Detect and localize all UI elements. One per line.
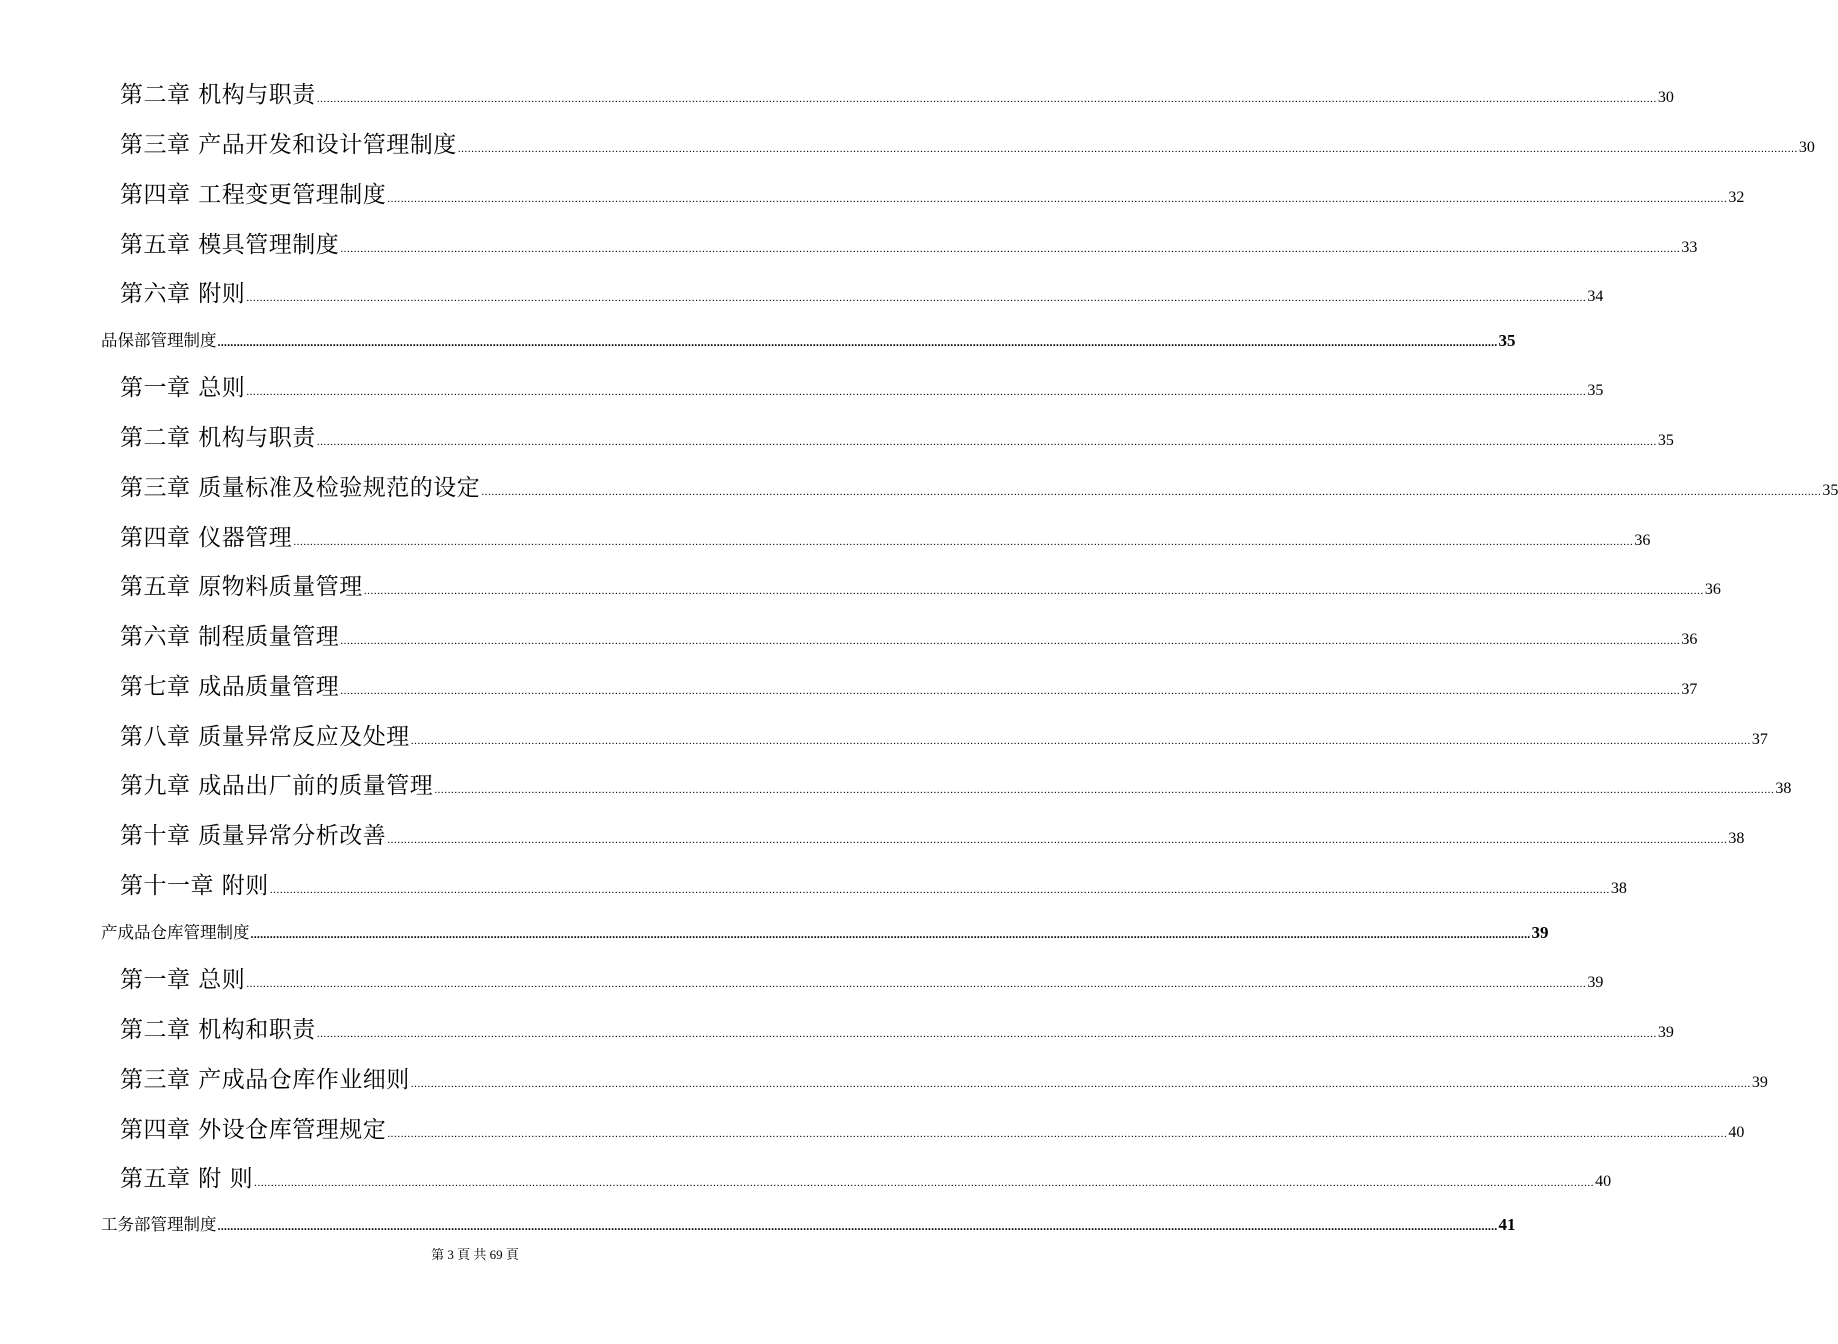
toc-entry[interactable] [120, 519, 1651, 569]
toc-entry-title: 第五章 附 则 [120, 1166, 254, 1192]
dot-leader: ................................................................................................................................................................................................................................................................................................................................................................................................................ [316, 93, 1657, 105]
dot-leader: ................................................................................................................................................................................................................................................................................................................................................................................................................ [410, 735, 1751, 747]
toc-section-title: 品保部管理制度 [101, 331, 217, 350]
toc-section-entry[interactable] [101, 327, 1516, 371]
toc-entry[interactable] [120, 1011, 1674, 1061]
dot-leader: ................................................................................................................................................................................................................................................................................................................................................................................................................ [293, 536, 1634, 548]
dot-leader: ................................................................................................................................................................................................................................................................................................................................................................................................................ [340, 685, 1681, 697]
dot-leader: ................................................................................................................................................................................................................................................................................................................................................................................................................ [387, 193, 1728, 205]
toc-page-number: 38 [1610, 880, 1627, 897]
toc-entry-title: 第三章 质量标准及检验规范的设定 [120, 475, 481, 501]
dot-leader: ................................................................................................................................................................................................................................................................................................................................................................................................................ [410, 1078, 1751, 1090]
dot-leader: ................................................................................................................................................................................................................................................................................................................................................................................................................ [387, 1128, 1728, 1140]
toc-entry[interactable] [120, 369, 1604, 419]
toc-entry[interactable] [120, 618, 1698, 668]
toc-entry-title: 第四章 外设仓库管理规定 [120, 1117, 387, 1143]
toc-page-number: 33 [1681, 239, 1698, 256]
toc-page-number: 34 [1587, 288, 1604, 305]
toc-entry[interactable] [120, 419, 1674, 469]
toc-page-number: 35 [1657, 432, 1674, 449]
toc-page-number: 38 [1775, 780, 1792, 797]
toc-entry-title: 第四章 工程变更管理制度 [120, 182, 387, 208]
toc-entry-title: 第十章 质量异常分析改善 [120, 823, 387, 849]
toc-entry-title: 第六章 制程质量管理 [120, 624, 340, 650]
toc-entry-title: 第五章 原物料质量管理 [120, 574, 363, 600]
dot-leader: ................................................................................................................................................................................................................................................................................................................................................................................................................ [363, 585, 1704, 597]
toc-entry-title: 第三章 产成品仓库作业细则 [120, 1067, 410, 1093]
toc-entry[interactable] [120, 275, 1604, 325]
toc-page-number: 35 [1587, 382, 1604, 399]
toc-entry-title: 第八章 质量异常反应及处理 [120, 724, 410, 750]
toc-page-number: 38 [1728, 830, 1745, 847]
toc-page-number: 37 [1751, 731, 1768, 748]
toc-entry-title: 第二章 机构和职责 [120, 1017, 316, 1043]
toc-entry[interactable] [120, 469, 1838, 519]
toc-page-number: 40 [1595, 1173, 1612, 1190]
dot-leader: ................................................................................................................................................................................................................................................................................................................................................................................................................ [481, 486, 1822, 498]
toc-entry[interactable] [120, 718, 1768, 768]
toc-section-entry[interactable] [101, 919, 1549, 963]
dot-leader: ................................................................................................................................................................................................................................................................................................................................................................................................................ [246, 386, 1587, 398]
toc-entry-title: 第二章 机构与职责 [120, 425, 316, 451]
dot-leader: ................................................................................................................................................................................................................................................................................................................................................................................................................ [246, 978, 1587, 990]
toc-section-title: 产成品仓库管理制度 [101, 923, 250, 942]
dot-leader: ................................................................................................................................................................................................................................................................................................................................................................................................................ [254, 1177, 1595, 1189]
toc-entry[interactable] [120, 817, 1745, 867]
toc-entry[interactable] [120, 126, 1815, 176]
toc-page-number: 37 [1681, 681, 1698, 698]
toc-entry[interactable] [120, 76, 1674, 126]
toc-entry-title: 第三章 产品开发和设计管理制度 [120, 132, 457, 158]
dot-leader: ................................................................................................................................................................................................................................................................................................................................................................................................................ [457, 143, 1798, 155]
toc-page-number: 39 [1531, 923, 1549, 942]
dot-leader: ................................................................................................................................................................................................................................................................................................................................................................................................................ [316, 436, 1657, 448]
toc-entry[interactable] [120, 767, 1792, 817]
toc-entry[interactable] [120, 176, 1745, 226]
toc-entry[interactable] [120, 1160, 1612, 1210]
toc-entry[interactable] [120, 961, 1604, 1011]
dot-leader: ................................................................................................................................................................................................................................................................................................................................................................................................................ [250, 927, 1531, 941]
page-footer: 第 3 頁 共 69 頁 [431, 1247, 519, 1262]
toc-page-number: 39 [1657, 1024, 1674, 1041]
toc-entry[interactable] [120, 867, 1627, 917]
toc-entry-title: 第十一章 附则 [120, 873, 269, 899]
toc-page-number: 30 [1657, 89, 1674, 106]
toc-entry-title: 第五章 模具管理制度 [120, 232, 340, 258]
dot-leader: ................................................................................................................................................................................................................................................................................................................................................................................................................ [340, 635, 1681, 647]
toc-entry[interactable] [120, 1111, 1745, 1161]
dot-leader: ................................................................................................................................................................................................................................................................................................................................................................................................................ [387, 834, 1728, 846]
toc-entry[interactable] [120, 568, 1721, 618]
toc-entry[interactable] [120, 226, 1698, 276]
toc-page-number: 36 [1704, 581, 1721, 598]
toc-page-number: 35 [1498, 331, 1516, 350]
toc-entry-title: 第六章 附则 [120, 281, 246, 307]
toc-page-number: 35 [1822, 482, 1838, 499]
dot-leader: ................................................................................................................................................................................................................................................................................................................................................................................................................ [217, 1219, 1498, 1233]
toc-page-number: 36 [1681, 631, 1698, 648]
toc-entry-title: 第二章 机构与职责 [120, 82, 316, 108]
toc-entry-title: 第一章 总则 [120, 967, 246, 993]
toc-page-number: 39 [1751, 1074, 1768, 1091]
toc-entry[interactable] [120, 668, 1698, 718]
toc-page-number: 36 [1634, 532, 1651, 549]
dot-leader: ................................................................................................................................................................................................................................................................................................................................................................................................................ [340, 243, 1681, 255]
dot-leader: ................................................................................................................................................................................................................................................................................................................................................................................................................ [269, 884, 1610, 896]
dot-leader: ................................................................................................................................................................................................................................................................................................................................................................................................................ [217, 335, 1498, 349]
toc-page-number: 39 [1587, 974, 1604, 991]
toc-entry[interactable] [120, 1061, 1768, 1111]
dot-leader: ................................................................................................................................................................................................................................................................................................................................................................................................................ [246, 292, 1587, 304]
dot-leader: ................................................................................................................................................................................................................................................................................................................................................................................................................ [434, 784, 1775, 796]
toc-page-number: 30 [1798, 139, 1815, 156]
toc-entry-title: 第七章 成品质量管理 [120, 674, 340, 700]
toc-entry-title: 第一章 总则 [120, 375, 246, 401]
toc-page-number: 40 [1728, 1124, 1745, 1141]
toc-section-title: 工务部管理制度 [101, 1215, 217, 1234]
toc-entry-title: 第四章 仪器管理 [120, 525, 293, 551]
toc-entry-title: 第九章 成品出厂前的质量管理 [120, 773, 434, 799]
toc-page-number: 32 [1728, 189, 1745, 206]
dot-leader: ................................................................................................................................................................................................................................................................................................................................................................................................................ [316, 1028, 1657, 1040]
toc-page-number: 41 [1498, 1215, 1516, 1234]
